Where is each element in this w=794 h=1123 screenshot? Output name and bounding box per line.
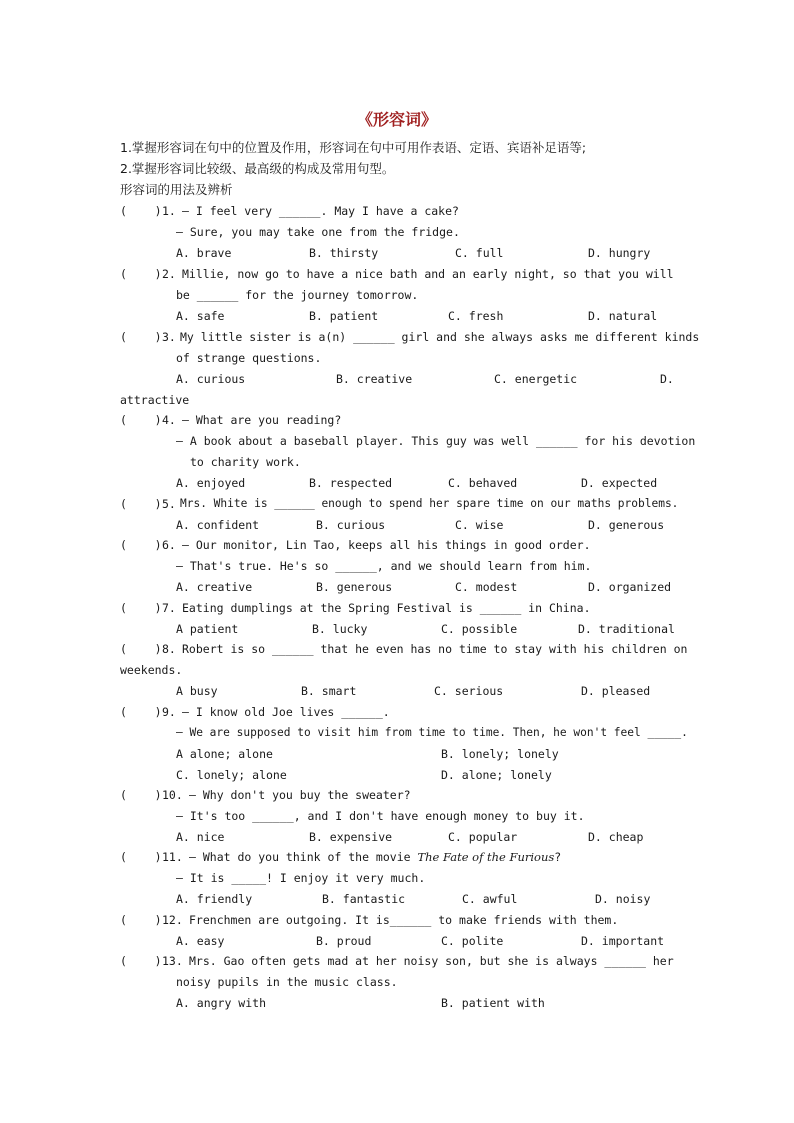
option-c: C. possible — [441, 622, 518, 636]
question-number: 11. — [162, 850, 183, 864]
option-d-text: attractive — [120, 393, 190, 407]
option-d: D. — [660, 372, 674, 386]
section-heading: 形容词的用法及辨析 — [120, 182, 233, 197]
question-number: 4. — [162, 413, 176, 427]
option-b: B. creative — [336, 372, 413, 386]
question-stem: — It is _____! I enjoy it very much. — [176, 871, 426, 885]
question-number: 12. — [162, 913, 183, 927]
answer-paren: ( ) — [120, 204, 162, 218]
question-number: 10. — [162, 788, 183, 802]
question-stem: My little sister is a(n) ______ girl and she always asks me different kinds — [180, 330, 700, 344]
question-stem: to charity work. — [190, 455, 301, 469]
question-stem: — It's too ______, and I don't have enough money to buy it. — [176, 809, 585, 823]
option-c: C. popular — [448, 830, 518, 844]
option-a: A. creative — [176, 580, 253, 594]
option-c: C. full — [455, 246, 504, 260]
option-d: D. expected — [581, 476, 658, 490]
option-c: C. wise — [455, 518, 504, 532]
answer-paren: ( ) — [120, 642, 162, 656]
option-d: D. traditional — [578, 622, 675, 636]
question-stem-text: — What do you think of the movie — [189, 850, 418, 864]
option-a: A. enjoyed — [176, 476, 246, 490]
movie-title: The Fate of the Furious — [417, 850, 555, 864]
option-d: D. natural — [588, 309, 658, 323]
question-number: 9. — [162, 705, 176, 719]
page-title: 《形容词》 — [356, 110, 437, 129]
option-d: D. generous — [588, 518, 665, 532]
answer-paren: ( ) — [120, 850, 162, 864]
answer-paren: ( ) — [120, 788, 162, 802]
question-stem: — Sure, you may take one from the fridge. — [176, 225, 460, 239]
question-stem: — I feel very ______. May I have a cake? — [182, 204, 459, 218]
option-d: D. pleased — [581, 684, 651, 698]
question-stem: Frenchmen are outgoing. It is______ to make friends with them. — [189, 913, 619, 927]
option-b: B. smart — [301, 684, 357, 698]
question-stem: — That's true. He's so ______, and we should learn from him. — [176, 559, 592, 573]
question-stem: — We are supposed to visit him from time to time. Then, he won't feel _____. — [176, 726, 688, 739]
option-b: B. respected — [309, 476, 393, 490]
question-number: 3. — [162, 330, 176, 344]
question-stem: — A book about a baseball player. This guy was well ______ for his devotion — [176, 434, 696, 448]
option-b: B. patient with — [441, 996, 545, 1010]
option-c: C. fresh — [448, 309, 504, 323]
option-b: B. fantastic — [322, 892, 406, 906]
option-d: D. organized — [588, 580, 672, 594]
option-c: C. modest — [455, 580, 518, 594]
option-d: D. important — [581, 934, 665, 948]
objective-2: 2.掌握形容词比较级、最高级的构成及常用句型。 — [120, 161, 395, 176]
option-a: A patient — [176, 622, 239, 636]
question-stem: weekends. — [120, 663, 183, 677]
option-d: D. cheap — [588, 830, 644, 844]
question-stem: — Our monitor, Lin Tao, keeps all his things in good order. — [182, 538, 591, 552]
option-d: D. noisy — [595, 892, 651, 906]
question-stem: — What are you reading? — [182, 413, 342, 427]
option-a: A alone; alone — [176, 747, 273, 761]
option-b: B. lucky — [312, 622, 368, 636]
question-number: 7. — [162, 601, 176, 615]
question-number: 13. — [162, 954, 183, 968]
question-stem: Millie, now go to have a nice bath and an early night, so that you will — [182, 267, 674, 281]
option-a: A. nice — [176, 830, 225, 844]
option-a: A. safe — [176, 309, 225, 323]
answer-paren: ( ) — [120, 913, 162, 927]
question-stem: of strange questions. — [176, 351, 322, 365]
option-c: C. awful — [462, 892, 518, 906]
question-stem: Mrs. Gao often gets mad at her noisy son, but she is always ______ her — [189, 954, 674, 968]
objective-1: 1.掌握形容词在句中的位置及作用，形容词在句中可用作表语、定语、宾语补足语等; — [120, 140, 587, 155]
question-stem: Robert is so ______ that he even has no time to stay with his children on — [182, 642, 688, 656]
answer-paren: ( ) — [120, 538, 162, 552]
answer-paren: ( ) — [120, 330, 162, 344]
question-number: 2. — [162, 267, 176, 281]
question-stem: noisy pupils in the music class. — [176, 975, 398, 989]
question-stem: Eating dumplings at the Spring Festival is ______ in China. — [182, 601, 591, 615]
option-c: C. polite — [441, 934, 504, 948]
option-a: A. easy — [176, 934, 225, 948]
answer-paren: ( ) — [120, 413, 162, 427]
option-b: B. expensive — [309, 830, 393, 844]
answer-paren: ( ) — [120, 267, 162, 281]
option-a: A busy — [176, 684, 218, 698]
option-c: C. energetic — [494, 372, 578, 386]
option-a: A. confident — [176, 518, 260, 532]
option-b: B. generous — [316, 580, 393, 594]
question-number: 6. — [162, 538, 176, 552]
option-b: B. thirsty — [309, 246, 379, 260]
question-number: 8. — [162, 642, 176, 656]
question-stem: — I know old Joe lives ______. — [182, 705, 390, 719]
question-stem: be ______ for the journey tomorrow. — [176, 288, 419, 302]
answer-paren: ( ) — [120, 601, 162, 615]
option-c: C. serious — [434, 684, 504, 698]
answer-paren: ( ) — [120, 954, 162, 968]
option-b: B. proud — [316, 934, 372, 948]
option-a: A. friendly — [176, 892, 253, 906]
option-d: D. hungry — [588, 246, 651, 260]
option-a: A. angry with — [176, 996, 267, 1010]
question-stem: Mrs. White is ______ enough to spend her spare time on our maths problems. — [180, 497, 679, 510]
option-a: A. curious — [176, 372, 246, 386]
option-b: B. patient — [309, 309, 379, 323]
question-number: 1. — [162, 204, 176, 218]
option-c: C. behaved — [448, 476, 518, 490]
question-mark: ? — [554, 850, 562, 864]
option-b: B. curious — [316, 518, 386, 532]
question-number: 5. — [162, 497, 176, 511]
option-c: C. lonely; alone — [176, 768, 287, 782]
question-stem: — Why don't you buy the sweater? — [189, 788, 411, 802]
answer-paren: ( ) — [120, 497, 162, 511]
answer-paren: ( ) — [120, 705, 162, 719]
option-a: A. brave — [176, 246, 232, 260]
option-b: B. lonely; lonely — [441, 747, 559, 761]
question-stem — [189, 849, 561, 865]
option-d: D. alone; lonely — [441, 768, 552, 782]
